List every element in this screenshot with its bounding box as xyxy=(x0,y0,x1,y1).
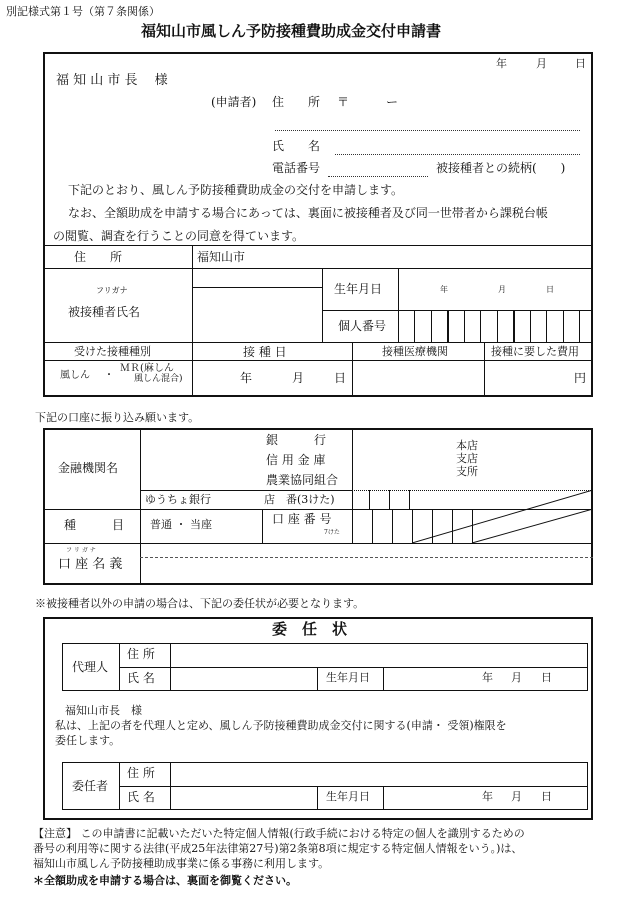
relation-label: 被接種者との続柄( ) xyxy=(436,161,566,175)
postal-mark: 〒 xyxy=(337,95,350,109)
institution-label: 金融機関名 xyxy=(58,461,119,475)
proxy-body-1: 私は、上記の者を代理人と定め、風しん予防接種費助成金交付に関する(申請・ 受領)権限を xyxy=(55,719,507,732)
proxy-title: 委 任 状 xyxy=(272,620,348,638)
page-title: 福知山市風しん予防接種費助成金交付申請書 xyxy=(141,22,442,40)
date-month: 月 xyxy=(536,57,547,70)
footer-note-1: 【注意】 この申請書に記載いただいた特定個人情報(行政手続における特定の個人を識別するための xyxy=(33,827,525,840)
table-rule xyxy=(383,667,384,691)
date-year: 年 xyxy=(496,57,507,70)
birth-day: 日 xyxy=(546,285,554,294)
birthdate-label: 生年月日 xyxy=(334,282,383,296)
applicant-name-label: 氏 名 xyxy=(272,139,321,153)
table-rule xyxy=(140,490,352,491)
agent-birthdate-label: 生年月日 xyxy=(326,671,370,684)
digit-box[interactable] xyxy=(414,310,415,342)
yucho-label: ゆうちょ銀行 xyxy=(145,493,211,506)
table-rule xyxy=(317,786,318,810)
agent-day: 日 xyxy=(541,671,552,684)
table-rule xyxy=(352,342,353,397)
table-rule xyxy=(140,428,141,585)
holder-furigana-line[interactable] xyxy=(140,557,593,558)
digit-box[interactable] xyxy=(513,310,515,342)
vaccine-separator: ・ xyxy=(104,370,114,381)
table-rule xyxy=(484,342,485,397)
table-rule xyxy=(262,509,263,543)
digit-box[interactable] xyxy=(464,310,465,342)
digit-box[interactable] xyxy=(431,310,432,342)
agent-label: 代理人 xyxy=(72,660,109,674)
table-rule xyxy=(322,268,323,342)
footer-note-4: ＊全額助成を申請する場合は、裏面を御覧ください。 xyxy=(33,874,297,887)
table-rule xyxy=(352,428,353,509)
table-rule xyxy=(322,310,593,311)
digit-box[interactable] xyxy=(372,509,373,543)
agent-address-label: 住 所 xyxy=(127,647,155,661)
body-line-1: 下記のとおり、風しん予防接種費助成金の交付を申請します。 xyxy=(68,183,404,197)
category-label: 種 目 xyxy=(64,518,125,532)
body-line-3: の閲覧、調査を行うことの同意を得ています。 xyxy=(53,229,305,243)
vaccine-mr-2: 風しん混合) xyxy=(134,374,183,384)
agent-month: 月 xyxy=(511,671,522,684)
bank-type-bank[interactable]: 銀 行 xyxy=(266,433,327,447)
postal-dash[interactable]: ー xyxy=(386,95,399,109)
cost-unit: 円 xyxy=(574,371,587,385)
address-line[interactable] xyxy=(275,130,580,131)
digit-box[interactable] xyxy=(480,310,481,342)
agent-year: 年 xyxy=(482,671,493,684)
branch-office[interactable]: 支所 xyxy=(456,465,478,478)
vac-day: 日 xyxy=(334,371,347,385)
vac-month: 月 xyxy=(292,371,305,385)
date-day: 日 xyxy=(575,57,586,70)
store-number-label: 店 番(3けた) xyxy=(264,493,335,506)
applicant-address-label: 住 所 xyxy=(272,95,321,109)
birth-year: 年 xyxy=(440,285,448,294)
proxy-addressee: 福知山市長 様 xyxy=(65,704,142,717)
holder-furigana-label: フ リ ガ ナ xyxy=(66,547,96,554)
table-rule xyxy=(192,287,322,288)
holder-label: 口 座 名 義 xyxy=(58,557,123,572)
individual-number-label: 個人番号 xyxy=(338,319,387,333)
digit-box[interactable] xyxy=(352,509,353,543)
table-rule xyxy=(119,786,588,787)
col-vaccination-date: 接 種 日 xyxy=(243,345,287,359)
table-rule xyxy=(43,268,593,269)
proxy-note: ※被接種者以外の申請の場合は、下記の委任状が必要となります。 xyxy=(35,597,365,610)
vaccinee-name-label: 被接種者氏名 xyxy=(68,305,141,319)
furigana-label: フリガナ xyxy=(96,286,128,295)
footer-note-3: 福知山市風しん予防接種助成事業に係る事務に利用します。 xyxy=(33,857,330,870)
digit-box[interactable] xyxy=(447,310,449,342)
col-cost: 接種に要した費用 xyxy=(491,345,579,358)
table-rule xyxy=(43,342,593,343)
category-value[interactable]: 普通 ・ 当座 xyxy=(150,518,212,531)
table-rule xyxy=(192,245,193,397)
name-line[interactable] xyxy=(335,154,580,155)
vaccinee-address-value[interactable]: 福知山市 xyxy=(197,250,246,264)
table-rule xyxy=(43,543,593,544)
table-rule xyxy=(317,667,318,691)
birth-month: 月 xyxy=(498,285,506,294)
account-number-label: 口 座 番 号 xyxy=(272,512,332,526)
branch-main[interactable]: 本店 xyxy=(456,439,478,452)
principal-day: 日 xyxy=(541,790,552,803)
applicant-label: (申請者) xyxy=(211,95,257,109)
vaccine-rubella[interactable]: 風しん xyxy=(60,370,90,381)
bank-intro: 下記の口座に振り込み願います。 xyxy=(35,411,200,424)
digit-box[interactable] xyxy=(389,490,390,509)
branch-branch[interactable]: 支店 xyxy=(456,452,478,465)
digit-box[interactable] xyxy=(497,310,498,342)
digit-box[interactable] xyxy=(579,310,580,342)
table-rule xyxy=(43,245,593,246)
table-rule xyxy=(119,667,588,668)
table-rule xyxy=(43,360,593,361)
form-number: 別記様式第１号（第７条関係） xyxy=(6,5,160,18)
bank-type-credit[interactable]: 信 用 金 庫 xyxy=(266,453,326,467)
digit-box[interactable] xyxy=(546,310,547,342)
proxy-body-2: 委任します。 xyxy=(55,734,121,747)
phone-label: 電話番号 xyxy=(272,161,321,175)
digit-box[interactable] xyxy=(409,490,410,509)
agent-name-label: 氏 名 xyxy=(127,671,155,685)
col-institution: 接種医療機関 xyxy=(382,345,448,358)
col-vaccine-type: 受けた接種種別 xyxy=(74,345,151,358)
principal-address-label: 住 所 xyxy=(127,766,155,780)
digit-box[interactable] xyxy=(530,310,531,342)
table-rule xyxy=(383,786,384,810)
vac-year: 年 xyxy=(240,371,253,385)
principal-name-label: 氏 名 xyxy=(127,790,155,804)
digit-box[interactable] xyxy=(563,310,564,342)
digit-box[interactable] xyxy=(369,490,370,509)
footer-note-2: 番号の利用等に関する法律(平成25年法律第27号)第2条第8項に規定する特定個人情報をいう。)は、 xyxy=(33,842,523,855)
addressee-mayor: 福 知 山 市 長 様 xyxy=(56,73,168,88)
table-rule xyxy=(398,268,399,342)
principal-month: 月 xyxy=(511,790,522,803)
body-line-2: なお、全額助成を申請する場合にあっては、裏面に被接種者及び同一世帯者から課税台帳 xyxy=(68,206,548,220)
bank-type-agri[interactable]: 農業協同組合 xyxy=(266,473,339,487)
diagonal-strike xyxy=(412,490,593,543)
digit-box[interactable] xyxy=(392,509,393,543)
account-digits: 7けた xyxy=(324,529,340,536)
vaccinee-address-label: 住 所 xyxy=(74,250,123,264)
vaccine-mr[interactable]: ＭＲ(麻しん xyxy=(120,363,174,374)
principal-label: 委任者 xyxy=(72,779,109,793)
phone-line[interactable] xyxy=(328,176,428,177)
principal-year: 年 xyxy=(482,790,493,803)
principal-birthdate-label: 生年月日 xyxy=(326,790,370,803)
